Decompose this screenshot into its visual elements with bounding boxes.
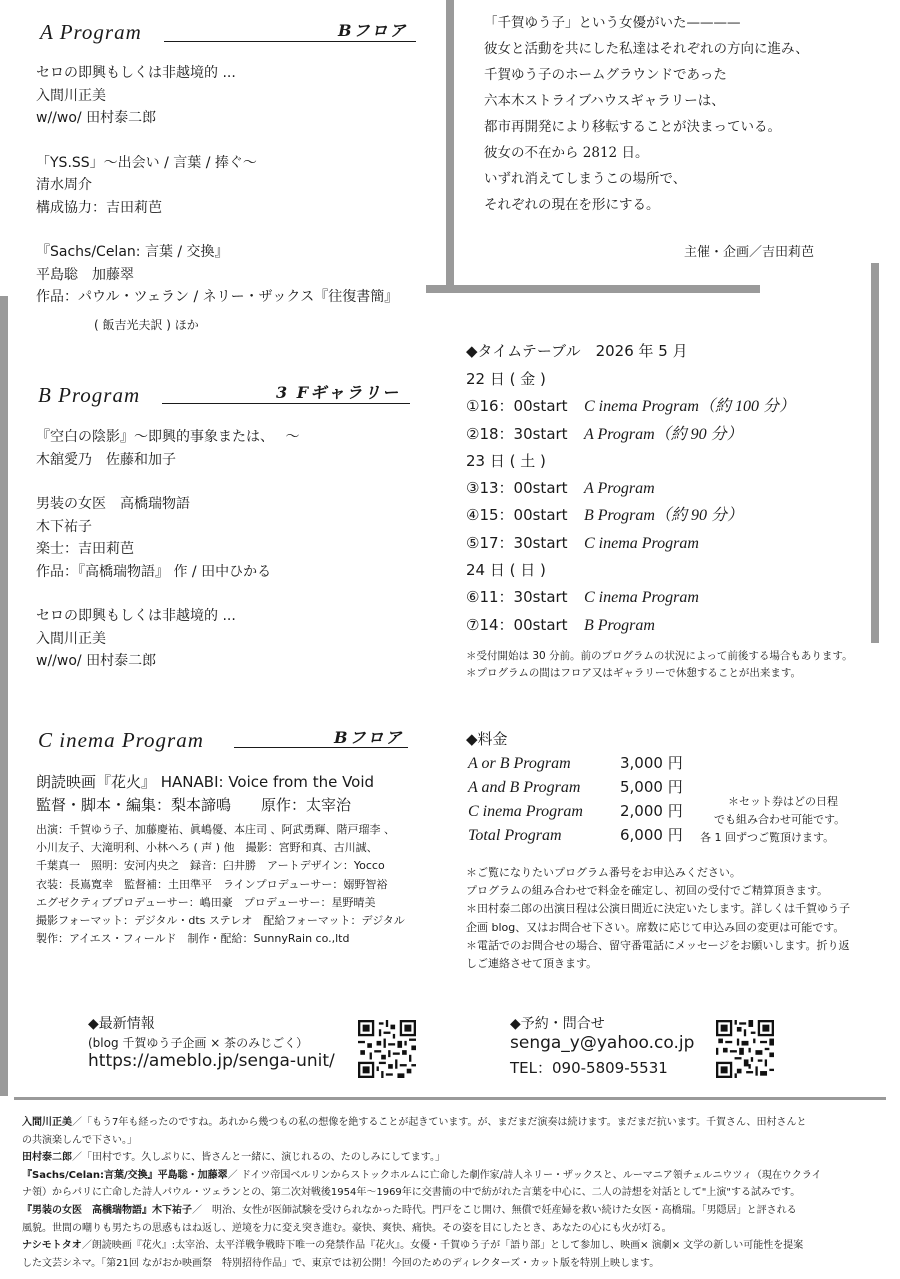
b-line: 入間川正美 (36, 630, 106, 647)
timetable-row: ①16：00start C inema Program（約 100 分） (466, 397, 795, 416)
b-program-lines (36, 426, 299, 673)
a-line: w//wo/ 田村泰二郎 (36, 110, 157, 126)
pricing-heading: ◆料金 (466, 730, 508, 748)
a-line: 作品：パウル・ツェラン / ネリー・ザックス『往復書簡』 (36, 289, 399, 305)
intro-lines (484, 10, 809, 218)
a-line: 平島聡 加藤翠 (36, 266, 134, 283)
b-line: 作品：『高橋瑞物語』 作 / 田中ひかる (36, 563, 272, 580)
a-program-venue: Bフロア (338, 21, 408, 40)
timetable-row: ②18：30start A Program（約 90 分） (466, 424, 743, 443)
a-line: 入間川正美 (36, 87, 106, 104)
divider-horizontal (426, 285, 760, 293)
film-credits: 出演：千賀ゆう子、加藤慶祐、眞嶋優、本庄司 、阿武勇輝、階戸瑠李 、 小川友子、大滝明利、小林へろ ( 声 ) 他 撮影：宮野和真、古川誠、 千葉真一 照明：安河内央之 録音：臼井勝 アートデザイン：Yocco 衣装：長嶌寛幸 監督補：土田準平 ラインプロデューサー：嫋野智裕 エグゼクティブプロデューサー：嶋田豪 プロデューサー：星野晴美 撮影フォーマット：デジタル・dts ステレオ 配給フォーマット：デジタル 製作：アイエス・フィールド 制作・配給：SunnyRain co.,ltd (36, 823, 405, 946)
comment-line: 『男装の女医 高橋瑞物語』木下祐子／ 明治、女性が医師試験を受けられなかった時代。門戸をこじ開け、無償で妊産婦を救い続けた女医・高橋瑞。「男隠居」と評される (22, 1204, 797, 1216)
price-row: A or B Program 3,000 円 (468, 754, 683, 772)
news-url-link[interactable]: https://ameblo.jp/senga-unit/ (88, 1051, 335, 1071)
comment-line: した文芸シネマ。「第21回 ながおか映画祭 特別招待作品」で、東京では初公開！今回のためのディレクターズ・カット版を特別上映します。 (22, 1257, 660, 1269)
comment-line: 入間川正美／「もう7年も経ったのですね。あれから幾つもの私の想像を絶することが起きています。が、まだまだ演奏は続けます。まだまだ抗います。千賀さん、田村さんと (22, 1117, 807, 1128)
news-heading: ◆最新情報 (88, 1016, 155, 1032)
divider-bottom (14, 1097, 886, 1100)
a-program-title: A Program (40, 20, 142, 44)
intro-line: 千賀ゆう子のホームグラウンドであった (484, 67, 727, 83)
qr-code-icon[interactable] (358, 1020, 416, 1078)
c-program-title: C inema Program (38, 728, 204, 752)
intro-line: 彼女の不在から 2812 日。 (484, 145, 649, 161)
timetable-row: ⑤17：30start C inema Program (466, 533, 699, 552)
a-program-rule (164, 41, 416, 42)
b-line: セロの即興もしくは非越境的 ... (36, 608, 236, 624)
divider-left-vertical (0, 296, 8, 1096)
timetable-row: ⑥11：30start C inema Program (466, 588, 699, 607)
c-program-rule (234, 747, 408, 748)
comment-line: 田村泰二郎／「田村です。久しぶりに、皆さんと一緒に、演じれるの、たのしみにしてます。」 (22, 1152, 445, 1164)
contact-tel: TEL：090-5809-5531 (510, 1059, 668, 1077)
timetable-row: ⑦14：00start B Program (466, 615, 655, 634)
film-title: 朗読映画『花火』 HANABI: Voice from the Void (36, 773, 375, 791)
intro-organizer: 主催・企画／吉田莉芭 (684, 245, 815, 260)
qr-code-icon[interactable] (716, 1020, 774, 1078)
intro-line: 都市再開発により移転することが決まっている。 (484, 119, 781, 135)
a-program-lines (36, 62, 398, 309)
price-row: C inema Program 2,000 円 (468, 802, 683, 820)
film-director: 監督・脚本・編集：梨本諦鳴 原作：太宰治 (36, 796, 352, 814)
b-line: w//wo/ 田村泰二郎 (36, 653, 157, 669)
b-line: 木下祐子 (36, 518, 92, 535)
contact-email-link[interactable]: senga_y@yahoo.co.jp (510, 1033, 695, 1053)
timetable-row: 24 日 ( 日 ) (466, 561, 546, 580)
contact-heading: ◆予約・問合せ (510, 1016, 605, 1032)
b-line: 『空白の陰影』〜即興的事象または、 〜 (36, 429, 300, 445)
b-line: 木舘愛乃 佐藤和加子 (36, 451, 176, 468)
a-line: 『Sachs/Celan: 言葉 / 交換』 (36, 244, 229, 260)
b-program-title: B Program (38, 383, 141, 407)
comment-line: ナシモトタオ／朗読映画『花火』:太宰治、太平洋戦争戦時下唯一の発禁作品『花火』。女優・千賀ゆう子が「語り部」として参加し、映画× 演劇× 文学の新しい可能性を提案 (22, 1240, 804, 1252)
intro-line: いずれ消えてしまうこの場所で、 (484, 171, 687, 187)
intro-line: それぞれの現在を形にする。 (484, 197, 660, 213)
a-program-note: ( 飯吉光夫訳 ) ほか (94, 318, 199, 332)
timetable-row: 22 日 ( 金 ) (466, 370, 546, 388)
set-ticket-note: ＊セット券はどの日程 でも組み合わせ可能です。 各 1 回ずつご覧頂けます。 (700, 795, 846, 844)
b-line: 楽士：吉田莉芭 (36, 541, 134, 557)
intro-line: 「千賀ゆう子」という女優がいた———— (484, 15, 741, 31)
comment-line: ナ領）からパリに亡命した詩人パウル・ツェランとの、第二次対戦後1954年〜1969年に交書簡の中で紡がれた言葉を中心に、二人の詩想を対話として"上演"する試みです。 (22, 1187, 801, 1199)
b-program-rule (162, 403, 410, 404)
timetable-heading: ◆タイムテーブル 2026 年 5 月 (466, 342, 688, 360)
b-program-venue: 3 Fギャラリー (276, 383, 401, 402)
news-sub: (blog 千賀ゆう子企画 × 茶のみじごく） (88, 1036, 309, 1050)
a-line: 清水周介 (36, 177, 92, 193)
a-line: セロの即興もしくは非越境的 ... (36, 65, 236, 81)
price-row: A and B Program 5,000 円 (468, 778, 683, 796)
c-program-venue: Bフロア (334, 728, 404, 747)
timetable-row: ③13：00start A Program (466, 479, 655, 498)
pricing-notes: ＊ご覧になりたいプログラム番号をお申込みください。 プログラムの組み合わせで料金を確定し、初回の受付でご精算頂きます。 ＊田村泰二郎の出演日程は公演日間近に決定いたします。詳しくは千賀ゆう子 企画 blog、又はお問合せ下さい。席数に応じて申込み回の変更は可能です。 ＊電話でのお問合せの場合、留守番電話にメッセージをお願いします。折り返 しご連絡させて頂きます。 (466, 866, 851, 971)
comment-line: 『Sachs/Celan:言葉/交換』平島聡・加藤翠／ ドイツ帝国ベルリンからストックホルムに亡命した劇作家/詩人ネリー・ザックスと、ルーマニア領チェルニウツィ（現在ウクライ (22, 1169, 822, 1181)
b-line: 男装の女医 高橋瑞物語 (36, 496, 190, 512)
a-line: 「YS.SS」〜出会い / 言葉 / 捧ぐ〜 (36, 154, 257, 171)
timetable-row: 23 日 ( 土 ) (466, 451, 546, 470)
divider-right-vertical (871, 263, 879, 643)
comment-line: の共演楽しんで下さい。」 (22, 1134, 137, 1146)
divider-vertical-upper (446, 0, 454, 292)
comment-line: 風貌。世間の嘲りも男たちの思惑もはね返し、逆境を力に変え突き進む。豪快、爽快、痛快。その姿を目にしたとき、あなたの心にも火が灯る。 (22, 1222, 672, 1234)
intro-line: 彼女と活動を共にした私達はそれぞれの方向に進み、 (484, 41, 809, 57)
price-row: Total Program 6,000 円 (468, 826, 683, 844)
timetable-row: ④15：00start B Program（約 90 分） (466, 506, 743, 525)
timetable-rows (466, 366, 795, 639)
intro-line: 六本木ストライブハウスギャラリーは、 (484, 93, 725, 109)
bottom-commentary (22, 1114, 822, 1272)
timetable-notes: ＊受付開始は 30 分前。前のプログラムの状況によって前後する場合もあります。 ＊プログラムの間はフロア又はギャラリーで休憩することが出来ます。 (466, 650, 853, 679)
a-line: 構成協力：吉田莉芭 (36, 199, 162, 216)
